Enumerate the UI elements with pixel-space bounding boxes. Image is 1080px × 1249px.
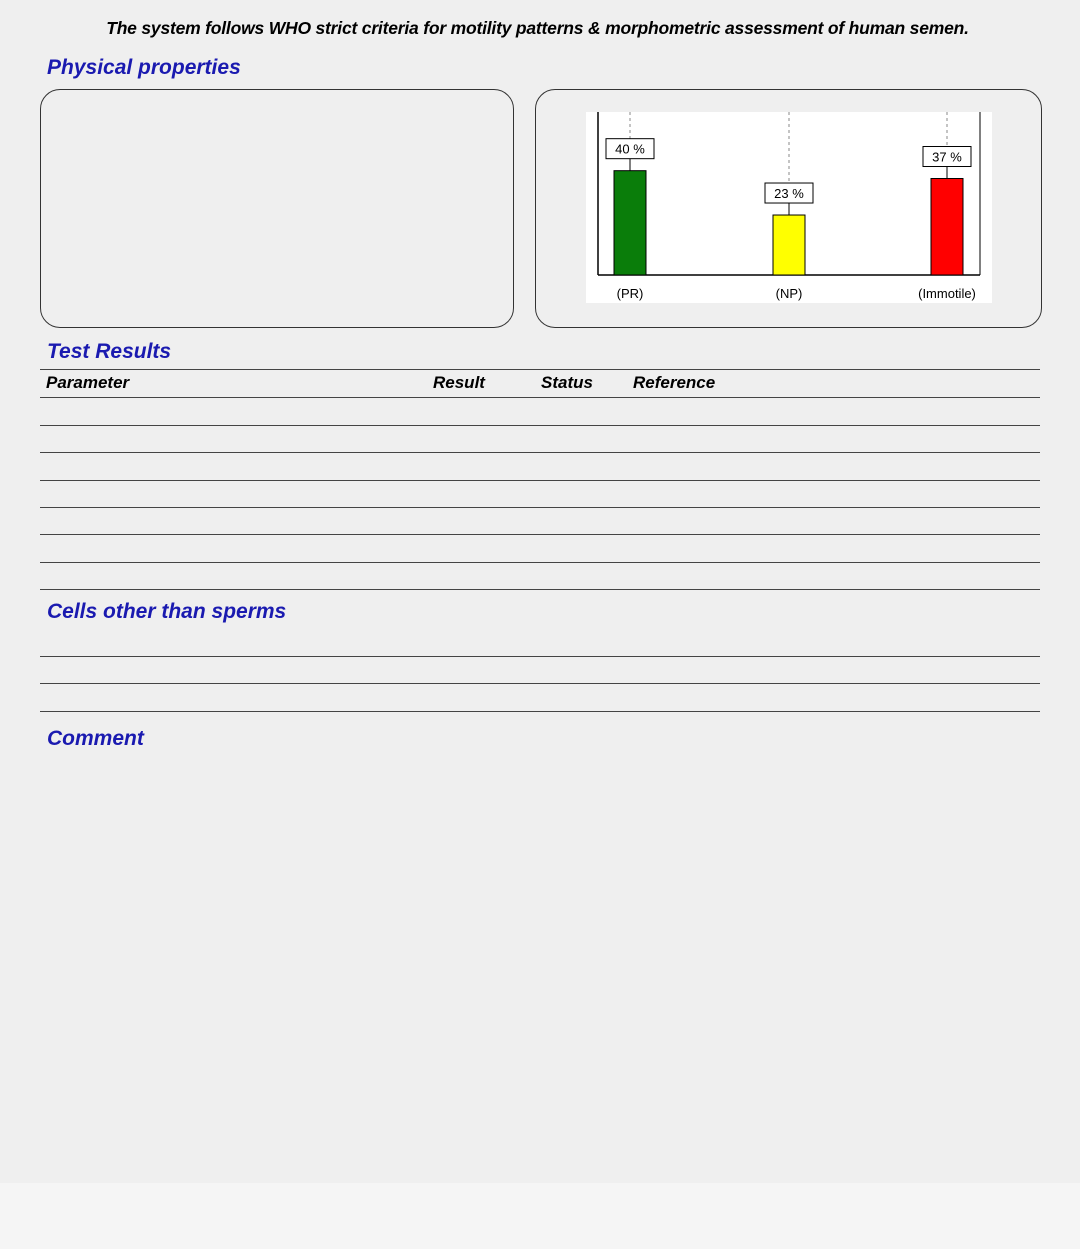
table-row-divider [40,562,1040,563]
bar-np [773,215,805,275]
table-row-divider [40,425,1040,426]
data-label: 37 % [932,149,962,165]
header-reference: Reference [633,373,716,392]
table-row-divider [40,534,1040,535]
test-results-title: Test Results [47,340,172,363]
table-row-divider [40,589,1040,590]
motility-chart [586,112,992,303]
table-row-divider [40,683,1040,684]
who-criteria-note: The system follows WHO strict criteria for motility patterns & morphometric assessment of human semen. [106,18,969,38]
comment-title: Comment [47,727,144,750]
bar-immotile [931,179,963,275]
motility-chart-svg [586,112,992,303]
category-label: (Immotile) [918,286,976,301]
bar-pr [614,171,646,275]
header-parameter: Parameter [46,373,130,392]
data-label: 40 % [615,141,645,157]
table-row-divider [40,507,1040,508]
header-result: Result [433,373,485,392]
category-label: (NP) [775,286,803,301]
table-row-divider [40,656,1040,657]
table-top-border [40,369,1040,370]
table-row-divider [40,480,1040,481]
table-header-border [40,397,1040,398]
cells-other-title: Cells other than sperms [47,600,287,623]
table-row-divider [40,711,1040,712]
footer-band [0,1183,1080,1249]
category-label: (PR) [616,286,644,301]
header-status: Status [541,373,593,392]
physical-properties-title: Physical properties [47,56,241,79]
physical-properties-panel [40,89,514,328]
table-row-divider [40,452,1040,453]
data-label: 23 % [774,186,804,202]
